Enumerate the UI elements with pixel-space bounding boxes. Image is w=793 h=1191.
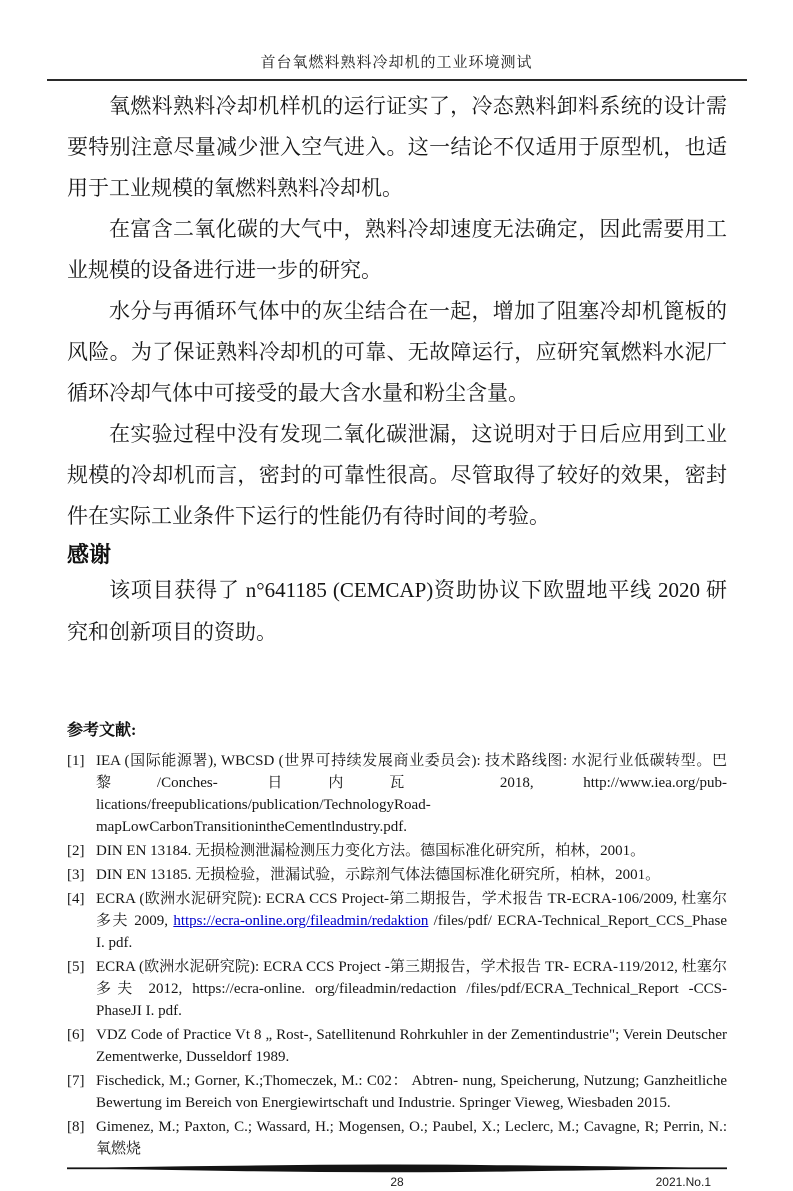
reference-item-6: [67, 1024, 727, 1068]
body-paragraph-2: 在富含二氧化碳的大气中，熟料冷却速度无法确定，因此需要用工业规模的设备进行进一步的研究。: [67, 217, 727, 282]
reference-text: DIN EN 13185. 无损检验，泄漏试验，示踪剂气体法德国标准化研究所，柏林，2001。: [96, 867, 661, 883]
body-paragraph-3: 水分与再循环气体中的灰尘结合在一起，增加了阻塞冷却机篦板的风险。为了保证熟料冷却机的可靠、无故障运行，应研究氧燃料水泥厂循环冷却气体中可接受的最大含水量和粉尘含量。: [67, 299, 727, 405]
reference-item-5: [67, 956, 727, 1022]
reference-text: ECRA (欧洲水泥研究院): ECRA CCS Project-第二期报告，学术报告 TR-ECRA-106/2009, 杜塞尔多夫 2009,: [96, 891, 727, 929]
reference-text: /files/pdf/ ECRA-Technical_Report_CCS_Phase I. pdf.: [96, 913, 727, 951]
reference-text: DIN EN 13184. 无损检测泄漏检测压力变化方法。德国标准化研究所，柏林，2001。: [96, 843, 646, 859]
issue-label: 2021.No.1: [655, 1175, 711, 1189]
reference-number: [5]: [67, 959, 85, 975]
reference-text: ECRA (欧洲水泥研究院): ECRA CCS Project -第三期报告，学术报告 TR- ECRA-119/2012, 杜塞尔多夫 2012, https://ecra-online. org/fileadmin/redaction /files/pdf/ECRA_Technical_Report -CCS- PhaseJI I. pdf.: [96, 959, 727, 1019]
page-header: [0, 0, 793, 81]
references-list: [67, 750, 727, 1160]
reference-text: Fischedick, M.; Gorner, K.;Thomeczek, M.: C02： Abtren- nung, Speicherung, Nutzung; Ganzheitliche Bewertung im Bereich von Energiewirtschaft und Industrie. Springer Vieweg, Wiesbaden 2015.: [96, 1073, 727, 1111]
reference-item-2: [67, 840, 727, 862]
reference-number: [2]: [67, 843, 85, 859]
reference-number: [1]: [67, 753, 85, 769]
reference-number: [8]: [67, 1119, 85, 1135]
reference-number: [7]: [67, 1073, 85, 1089]
reference-text: Gimenez, M.; Paxton, C.; Wassard, H.; Mogensen, O.; Paubel, X.; Leclerc, M.; Cavagne, R; Perrin, N.: 氧燃烧: [96, 1119, 727, 1157]
reference-item-8: [67, 1116, 727, 1160]
page-footer: [67, 1175, 727, 1191]
reference-number: [4]: [67, 891, 85, 907]
body-paragraph-4: 在实验过程中没有发现二氧化碳泄漏，这说明对于日后应用到工业规模的冷却机而言，密封的可靠性很高。尽管取得了较好的效果，密封件在实际工业条件下运行的性能仍有待时间的考验。: [67, 422, 727, 528]
references-heading: 参考文献:: [67, 722, 137, 739]
reference-item-4: [67, 888, 727, 954]
acknowledgement-heading: 感谢: [67, 542, 112, 567]
reference-item-1: [67, 750, 727, 838]
page-title: 首台氧燃料熟料冷却机的工业环境测试: [260, 55, 533, 71]
reference-item-7: [67, 1070, 727, 1114]
page-number: 28: [390, 1175, 404, 1189]
reference-number: [3]: [67, 867, 85, 883]
page-content: [67, 86, 727, 1191]
reference-number: [6]: [67, 1027, 85, 1043]
header-divider: [47, 79, 747, 81]
reference-text: IEA (国际能源署), WBCSD (世界可持续发展商业委员会): 技术路线图: 水泥行业低碳转型。巴黎/Conches- 日内瓦 2018, http://www.iea.org/pub- lications/freepublications/publication/TechnologyRoad-mapLowCarbonTransitionintheCementlndustry.pdf.: [96, 753, 727, 835]
reference-item-3: [67, 864, 727, 886]
reference-text: VDZ Code of Practice Vt 8 „ Rost-, Satellitenund Rohrkuhler in der Zementindustrie"; Verein Deutscher Zementwerke, Dusseldorf 1989.: [96, 1027, 727, 1065]
reference-link[interactable]: https://ecra-online.org/fileadmin/redaktion: [173, 913, 429, 929]
acknowledgement-text: 该项目获得了 n°641185 (CEMCAP)资助协议下欧盟地平线 2020 研究和创新项目的资助。: [67, 578, 727, 644]
body-paragraph-1: 氧燃料熟料冷却机样机的运行证实了，冷态熟料卸料系统的设计需要特别注意尽量减少泄入空气进入。这一结论不仅适用于原型机，也适用于工业规模的氧燃料熟料冷却机。: [67, 94, 727, 200]
footer-divider: [67, 1163, 727, 1174]
